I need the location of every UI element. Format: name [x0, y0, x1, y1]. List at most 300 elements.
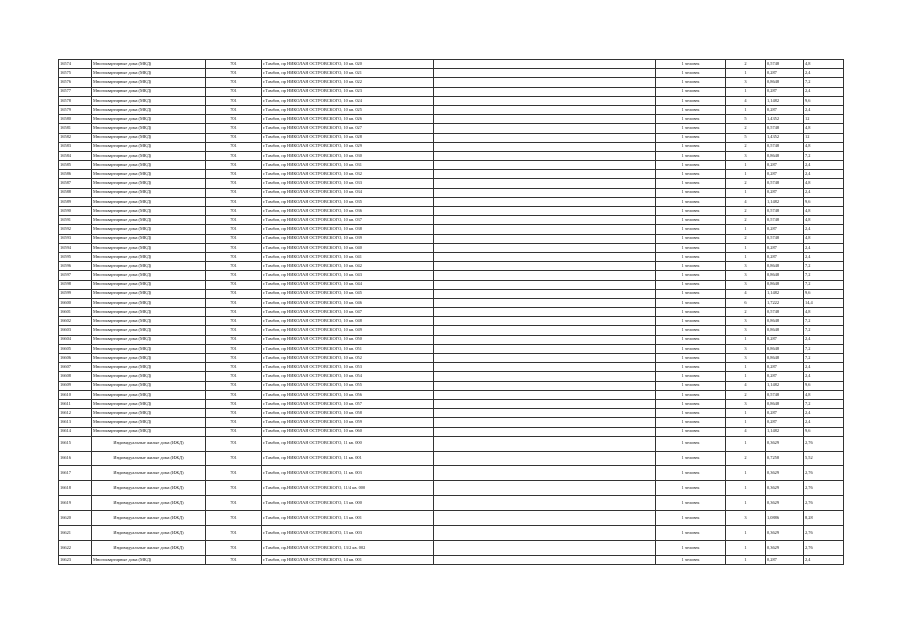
housing-type-cell: Многоквартирные дома (МКД): [92, 115, 206, 124]
persons-cell: 3: [726, 354, 766, 363]
record-id-cell: 16578: [59, 96, 92, 105]
record-id-cell: 16574: [59, 60, 92, 69]
table-row: [59, 262, 844, 271]
blank-cell: [434, 526, 656, 541]
housing-type-cell: Индивидуальные жилые дома (ИЖД): [92, 511, 206, 526]
record-id-cell: 16582: [59, 133, 92, 142]
record-id-cell: 16609: [59, 381, 92, 390]
unit-cell: 1 человек: [656, 409, 726, 418]
housing-type-cell: Индивидуальные жилые дома (ИЖД): [92, 540, 206, 555]
blank-cell: [434, 298, 656, 307]
norm-cell: 14,4: [804, 298, 844, 307]
table-row: [59, 511, 844, 526]
housing-type-cell: Многоквартирные дома (МКД): [92, 197, 206, 206]
persons-cell: 3: [726, 326, 766, 335]
address-cell: г.Тамбов, пр НИКОЛАЯ ОСТРОВСКОГО, 10 кв. 027: [262, 124, 434, 133]
table-row: [59, 78, 844, 87]
code-cell: 701: [206, 179, 262, 188]
code-cell: 701: [206, 381, 262, 390]
unit-cell: 1 человек: [656, 555, 726, 564]
unit-cell: 1 человек: [656, 225, 726, 234]
housing-type-cell: Многоквартирные дома (МКД): [92, 151, 206, 160]
persons-cell: 1: [726, 363, 766, 372]
unit-cell: 1 человек: [656, 252, 726, 261]
record-id-cell: 16591: [59, 216, 92, 225]
code-cell: 701: [206, 298, 262, 307]
address-cell: г.Тамбов, пр НИКОЛАЯ ОСТРОВСКОГО, 14 кв. 001: [262, 555, 434, 564]
norm-cell: 7,2: [804, 151, 844, 160]
volume-cell: 1,7222: [766, 298, 804, 307]
volume-cell: 0,3629: [766, 526, 804, 541]
blank-cell: [434, 142, 656, 151]
persons-cell: 3: [726, 317, 766, 326]
address-cell: г.Тамбов, пр НИКОЛАЯ ОСТРОВСКОГО, 10 кв. 054: [262, 372, 434, 381]
persons-cell: 2: [726, 234, 766, 243]
code-cell: 701: [206, 466, 262, 481]
housing-type-cell: Многоквартирные дома (МКД): [92, 105, 206, 114]
address-cell: г.Тамбов, пр НИКОЛАЯ ОСТРОВСКОГО, 10 кв. 040: [262, 243, 434, 252]
record-id-cell: 16613: [59, 418, 92, 427]
code-cell: 701: [206, 344, 262, 353]
unit-cell: 1 человек: [656, 207, 726, 216]
blank-cell: [434, 409, 656, 418]
volume-cell: 0,8648: [766, 151, 804, 160]
norm-cell: 2,4: [804, 363, 844, 372]
norm-cell: 7,2: [804, 326, 844, 335]
unit-cell: 1 человек: [656, 381, 726, 390]
norm-cell: 9,6: [804, 427, 844, 436]
record-id-cell: 16621: [59, 526, 92, 541]
persons-cell: 3: [726, 399, 766, 408]
blank-cell: [434, 161, 656, 170]
record-id-cell: 16597: [59, 271, 92, 280]
address-cell: г.Тамбов, пр НИКОЛАЯ ОСТРОВСКОГО, 10 кв. 024: [262, 96, 434, 105]
address-cell: г.Тамбов, пр НИКОЛАЯ ОСТРОВСКОГО, 10 кв. 059: [262, 418, 434, 427]
volume-cell: 1,1482: [766, 427, 804, 436]
code-cell: 701: [206, 326, 262, 335]
code-cell: 701: [206, 526, 262, 541]
blank-cell: [434, 317, 656, 326]
table-row: [59, 354, 844, 363]
blank-cell: [434, 271, 656, 280]
code-cell: 701: [206, 481, 262, 496]
norm-cell: 2,76: [804, 481, 844, 496]
table-row: [59, 496, 844, 511]
volume-cell: 0,5748: [766, 216, 804, 225]
volume-cell: 1,1482: [766, 381, 804, 390]
norm-cell: 7,2: [804, 344, 844, 353]
norm-cell: 4,8: [804, 308, 844, 317]
norm-cell: 7,2: [804, 399, 844, 408]
table-row: [59, 207, 844, 216]
table-row: [59, 308, 844, 317]
persons-cell: 1: [726, 252, 766, 261]
housing-type-cell: Многоквартирные дома (МКД): [92, 427, 206, 436]
norm-cell: 7,2: [804, 262, 844, 271]
housing-type-cell: Многоквартирные дома (МКД): [92, 372, 206, 381]
code-cell: 701: [206, 409, 262, 418]
record-id-cell: 16606: [59, 354, 92, 363]
record-id-cell: 16614: [59, 427, 92, 436]
blank-cell: [434, 399, 656, 408]
code-cell: 701: [206, 216, 262, 225]
blank-cell: [434, 252, 656, 261]
volume-cell: 0,8648: [766, 399, 804, 408]
record-id-cell: 16580: [59, 115, 92, 124]
address-cell: г.Тамбов, пр НИКОЛАЯ ОСТРОВСКОГО, 13 кв. 003: [262, 526, 434, 541]
blank-cell: [434, 179, 656, 188]
housing-type-cell: Многоквартирные дома (МКД): [92, 262, 206, 271]
unit-cell: 1 человек: [656, 105, 726, 114]
blank-cell: [434, 87, 656, 96]
norm-cell: 2,76: [804, 540, 844, 555]
persons-cell: 3: [726, 262, 766, 271]
record-id-cell: 16618: [59, 481, 92, 496]
unit-cell: 1 человек: [656, 427, 726, 436]
persons-cell: 3: [726, 271, 766, 280]
code-cell: 701: [206, 197, 262, 206]
unit-cell: 1 человек: [656, 78, 726, 87]
record-id-cell: 16595: [59, 252, 92, 261]
address-cell: г.Тамбов, пр НИКОЛАЯ ОСТРОВСКОГО, 10 кв. 039: [262, 234, 434, 243]
address-cell: г.Тамбов, пр НИКОЛАЯ ОСТРОВСКОГО, 11 кв. 000: [262, 436, 434, 451]
record-id-cell: 16601: [59, 308, 92, 317]
code-cell: 701: [206, 87, 262, 96]
code-cell: 701: [206, 418, 262, 427]
address-cell: г.Тамбов, пр НИКОЛАЯ ОСТРОВСКОГО, 10 кв. 033: [262, 179, 434, 188]
persons-cell: 1: [726, 526, 766, 541]
record-id-cell: 16616: [59, 451, 92, 466]
volume-cell: 0,8648: [766, 271, 804, 280]
norm-cell: 2,4: [804, 87, 844, 96]
table-row: [59, 466, 844, 481]
blank-cell: [434, 280, 656, 289]
norm-cell: 4,8: [804, 142, 844, 151]
persons-cell: 2: [726, 451, 766, 466]
table-row: [59, 243, 844, 252]
norm-cell: 9,6: [804, 96, 844, 105]
housing-type-cell: Индивидуальные жилые дома (ИЖД): [92, 436, 206, 451]
persons-cell: 3: [726, 344, 766, 353]
code-cell: 701: [206, 142, 262, 151]
blank-cell: [434, 188, 656, 197]
code-cell: 701: [206, 225, 262, 234]
housing-type-cell: Многоквартирные дома (МКД): [92, 142, 206, 151]
volume-cell: 1,1482: [766, 197, 804, 206]
unit-cell: 1 человек: [656, 96, 726, 105]
table-row: [59, 197, 844, 206]
address-cell: г.Тамбов, пр НИКОЛАЯ ОСТРОВСКОГО, 10 кв. 037: [262, 216, 434, 225]
blank-cell: [434, 555, 656, 564]
blank-cell: [434, 105, 656, 114]
address-cell: г.Тамбов, пр НИКОЛАЯ ОСТРОВСКОГО, 10 кв. 026: [262, 115, 434, 124]
norm-cell: 4,8: [804, 207, 844, 216]
address-cell: г.Тамбов, пр.НИКОЛАЯ ОСТРОВСКОГО, 13/2 кв. 002: [262, 540, 434, 555]
address-cell: г.Тамбов, пр НИКОЛАЯ ОСТРОВСКОГО, 10 кв. 043: [262, 271, 434, 280]
persons-cell: 3: [726, 511, 766, 526]
persons-cell: 1: [726, 105, 766, 114]
table-row: [59, 60, 844, 69]
record-id-cell: 16599: [59, 289, 92, 298]
record-id-cell: 16594: [59, 243, 92, 252]
volume-cell: 0,5748: [766, 207, 804, 216]
blank-cell: [434, 60, 656, 69]
table-row: [59, 363, 844, 372]
blank-cell: [434, 170, 656, 179]
blank-cell: [434, 234, 656, 243]
volume-cell: 0,8648: [766, 354, 804, 363]
address-cell: г.Тамбов, пр НИКОЛАЯ ОСТРОВСКОГО, 10 кв. 021: [262, 69, 434, 78]
address-cell: г.Тамбов, пр НИКОЛАЯ ОСТРОВСКОГО, 10 кв. 020: [262, 60, 434, 69]
housing-type-cell: Многоквартирные дома (МКД): [92, 133, 206, 142]
table-row: [59, 409, 844, 418]
unit-cell: 1 человек: [656, 243, 726, 252]
volume-cell: 0,3629: [766, 481, 804, 496]
volume-cell: 0,5748: [766, 179, 804, 188]
housing-type-cell: Многоквартирные дома (МКД): [92, 252, 206, 261]
housing-type-cell: Многоквартирные дома (МКД): [92, 124, 206, 133]
housing-type-cell: Многоквартирные дома (МКД): [92, 326, 206, 335]
volume-cell: 0,287: [766, 105, 804, 114]
code-cell: 701: [206, 234, 262, 243]
record-id-cell: 16612: [59, 409, 92, 418]
record-id-cell: 16619: [59, 496, 92, 511]
unit-cell: 1 человек: [656, 317, 726, 326]
volume-cell: 0,287: [766, 243, 804, 252]
address-cell: г.Тамбов, пр НИКОЛАЯ ОСТРОВСКОГО, 10 кв. 025: [262, 105, 434, 114]
persons-cell: 1: [726, 481, 766, 496]
unit-cell: 1 человек: [656, 354, 726, 363]
record-id-cell: 16602: [59, 317, 92, 326]
norm-cell: 2,4: [804, 555, 844, 564]
volume-cell: 0,287: [766, 372, 804, 381]
table-row: [59, 151, 844, 160]
norm-cell: 2,4: [804, 105, 844, 114]
housing-type-cell: Многоквартирные дома (МКД): [92, 298, 206, 307]
norm-cell: 2,4: [804, 372, 844, 381]
address-cell: г.Тамбов, пр НИКОЛАЯ ОСТРОВСКОГО, 10 кв. 030: [262, 151, 434, 160]
blank-cell: [434, 78, 656, 87]
address-cell: г.Тамбов, пр НИКОЛАЯ ОСТРОВСКОГО, 10 кв. 056: [262, 390, 434, 399]
persons-cell: 1: [726, 372, 766, 381]
unit-cell: 1 человек: [656, 87, 726, 96]
blank-cell: [434, 372, 656, 381]
norm-cell: 4,8: [804, 124, 844, 133]
volume-cell: 0,287: [766, 418, 804, 427]
code-cell: 701: [206, 436, 262, 451]
persons-cell: 5: [726, 115, 766, 124]
address-cell: г.Тамбов, пр НИКОЛАЯ ОСТРОВСКОГО, 10 кв. 035: [262, 197, 434, 206]
unit-cell: 1 человек: [656, 481, 726, 496]
unit-cell: 1 человек: [656, 188, 726, 197]
address-cell: г.Тамбов, пр НИКОЛАЯ ОСТРОВСКОГО, 11 кв. 003: [262, 466, 434, 481]
housing-type-cell: Многоквартирные дома (МКД): [92, 243, 206, 252]
unit-cell: 1 человек: [656, 124, 726, 133]
persons-cell: 1: [726, 243, 766, 252]
table-row: [59, 381, 844, 390]
address-cell: г.Тамбов, пр НИКОЛАЯ ОСТРОВСКОГО, 10 кв. 047: [262, 308, 434, 317]
unit-cell: 1 человек: [656, 142, 726, 151]
volume-cell: 0,7258: [766, 451, 804, 466]
norm-cell: 7,2: [804, 78, 844, 87]
blank-cell: [434, 496, 656, 511]
address-cell: г.Тамбов, пр НИКОЛАЯ ОСТРОВСКОГО, 10 кв. 029: [262, 142, 434, 151]
code-cell: 701: [206, 170, 262, 179]
unit-cell: 1 человек: [656, 335, 726, 344]
code-cell: 701: [206, 188, 262, 197]
persons-cell: 1: [726, 540, 766, 555]
norm-cell: 4,8: [804, 60, 844, 69]
norm-cell: 2,4: [804, 161, 844, 170]
table-row: [59, 142, 844, 151]
table-row: [59, 372, 844, 381]
table-row: [59, 69, 844, 78]
unit-cell: 1 человек: [656, 262, 726, 271]
norm-cell: 4,8: [804, 234, 844, 243]
code-cell: 701: [206, 390, 262, 399]
unit-cell: 1 человек: [656, 289, 726, 298]
volume-cell: 0,8648: [766, 344, 804, 353]
unit-cell: 1 человек: [656, 115, 726, 124]
code-cell: 701: [206, 78, 262, 87]
housing-type-cell: Многоквартирные дома (МКД): [92, 170, 206, 179]
record-id-cell: 16592: [59, 225, 92, 234]
address-cell: г.Тамбов, пр НИКОЛАЯ ОСТРОВСКОГО, 10 кв. 051: [262, 344, 434, 353]
code-cell: 701: [206, 496, 262, 511]
unit-cell: 1 человек: [656, 280, 726, 289]
table-row: [59, 326, 844, 335]
record-id-cell: 16588: [59, 188, 92, 197]
record-id-cell: 16585: [59, 161, 92, 170]
record-id-cell: 16598: [59, 280, 92, 289]
blank-cell: [434, 344, 656, 353]
table-row: [59, 298, 844, 307]
record-id-cell: 16589: [59, 197, 92, 206]
table-row: [59, 526, 844, 541]
unit-cell: 1 человек: [656, 344, 726, 353]
housing-type-cell: Многоквартирные дома (МКД): [92, 399, 206, 408]
address-cell: г.Тамбов, пр НИКОЛАЯ ОСТРОВСКОГО, 10 кв. 022: [262, 78, 434, 87]
blank-cell: [434, 225, 656, 234]
address-cell: г.Тамбов, пр НИКОЛАЯ ОСТРОВСКОГО, 10 кв. 044: [262, 280, 434, 289]
address-cell: г.Тамбов, пр НИКОЛАЯ ОСТРОВСКОГО, 11 кв. 001: [262, 451, 434, 466]
housing-type-cell: Многоквартирные дома (МКД): [92, 289, 206, 298]
record-id-cell: 16576: [59, 78, 92, 87]
record-id-cell: 16575: [59, 69, 92, 78]
norm-cell: 5,52: [804, 451, 844, 466]
blank-cell: [434, 418, 656, 427]
unit-cell: 1 человек: [656, 540, 726, 555]
housing-type-cell: Многоквартирные дома (МКД): [92, 60, 206, 69]
blank-cell: [434, 308, 656, 317]
table-row: [59, 87, 844, 96]
table-row: [59, 105, 844, 114]
address-cell: г.Тамбов, пр НИКОЛАЯ ОСТРОВСКОГО, 10 кв. 028: [262, 133, 434, 142]
table-row: [59, 280, 844, 289]
blank-cell: [434, 381, 656, 390]
blank-cell: [434, 133, 656, 142]
blank-cell: [434, 363, 656, 372]
norm-cell: 7,2: [804, 317, 844, 326]
table-row: [59, 124, 844, 133]
volume-cell: 1,1482: [766, 96, 804, 105]
address-cell: г.Тамбов, пр НИКОЛАЯ ОСТРОВСКОГО, 10 кв. 031: [262, 161, 434, 170]
volume-cell: 0,287: [766, 555, 804, 564]
persons-cell: 1: [726, 170, 766, 179]
address-cell: г.Тамбов, пр НИКОЛАЯ ОСТРОВСКОГО, 10 кв. 034: [262, 188, 434, 197]
table-row: [59, 161, 844, 170]
code-cell: 701: [206, 289, 262, 298]
blank-cell: [434, 511, 656, 526]
code-cell: 701: [206, 262, 262, 271]
housing-type-cell: Многоквартирные дома (МКД): [92, 409, 206, 418]
volume-cell: 0,5748: [766, 390, 804, 399]
blank-cell: [434, 124, 656, 133]
code-cell: 701: [206, 308, 262, 317]
record-id-cell: 16590: [59, 207, 92, 216]
record-id-cell: 16579: [59, 105, 92, 114]
table-row: [59, 418, 844, 427]
housing-type-cell: Индивидуальные жилые дома (ИЖД): [92, 496, 206, 511]
norm-cell: 7,2: [804, 354, 844, 363]
unit-cell: 1 человек: [656, 390, 726, 399]
blank-cell: [434, 262, 656, 271]
volume-cell: 0,8648: [766, 262, 804, 271]
housing-type-cell: Многоквартирные дома (МКД): [92, 96, 206, 105]
persons-cell: 1: [726, 466, 766, 481]
code-cell: 701: [206, 105, 262, 114]
norm-cell: 8,28: [804, 511, 844, 526]
table-row: [59, 317, 844, 326]
code-cell: 701: [206, 540, 262, 555]
housing-type-cell: Многоквартирные дома (МКД): [92, 216, 206, 225]
housing-type-cell: Индивидуальные жилые дома (ИЖД): [92, 526, 206, 541]
volume-cell: 0,287: [766, 87, 804, 96]
housing-type-cell: Индивидуальные жилые дома (ИЖД): [92, 466, 206, 481]
norm-cell: 2,4: [804, 225, 844, 234]
code-cell: 701: [206, 555, 262, 564]
housing-type-cell: Многоквартирные дома (МКД): [92, 354, 206, 363]
volume-cell: 0,287: [766, 335, 804, 344]
table-row: [59, 289, 844, 298]
volume-cell: 0,3629: [766, 540, 804, 555]
unit-cell: 1 человек: [656, 451, 726, 466]
persons-cell: 1: [726, 69, 766, 78]
volume-cell: 0,8648: [766, 326, 804, 335]
blank-cell: [434, 115, 656, 124]
norm-cell: 2,4: [804, 188, 844, 197]
norm-cell: 2,4: [804, 335, 844, 344]
code-cell: 701: [206, 271, 262, 280]
persons-cell: 1: [726, 161, 766, 170]
address-cell: г.Тамбов, пр НИКОЛАЯ ОСТРОВСКОГО, 10 кв. 036: [262, 207, 434, 216]
record-id-cell: 16604: [59, 335, 92, 344]
record-id-cell: 16615: [59, 436, 92, 451]
volume-cell: 0,5748: [766, 142, 804, 151]
code-cell: 701: [206, 69, 262, 78]
table-row: [59, 188, 844, 197]
table-row: [59, 451, 844, 466]
volume-cell: 0,3629: [766, 466, 804, 481]
code-cell: 701: [206, 207, 262, 216]
norm-cell: 2,4: [804, 409, 844, 418]
address-cell: г.Тамбов, пр НИКОЛАЯ ОСТРОВСКОГО, 10 кв. 055: [262, 381, 434, 390]
norm-cell: 9,6: [804, 197, 844, 206]
norm-cell: 2,4: [804, 252, 844, 261]
housing-type-cell: Многоквартирные дома (МКД): [92, 418, 206, 427]
volume-cell: 0,287: [766, 363, 804, 372]
unit-cell: 1 человек: [656, 466, 726, 481]
